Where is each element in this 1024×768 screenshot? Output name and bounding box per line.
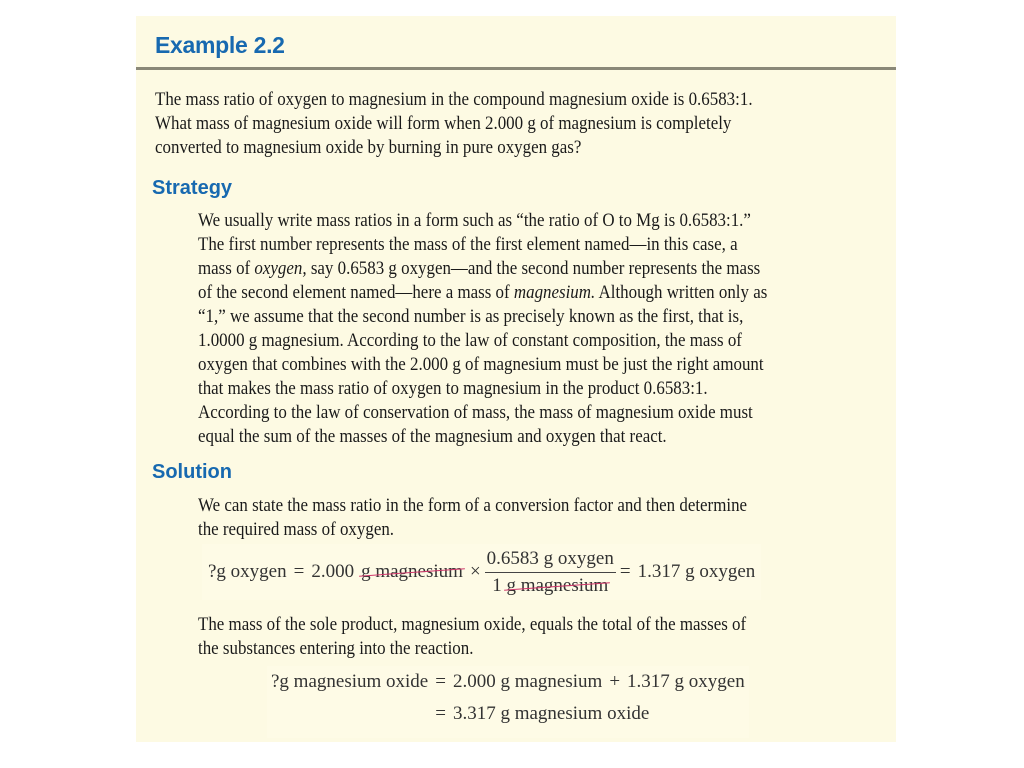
eq1-numerator: 0.6583 g oxygen xyxy=(486,547,614,569)
eq1-result: 1.317 g oxygen xyxy=(637,561,756,582)
solution-line: The mass of the sole product, magnesium oxide, equals the total of the masses of xyxy=(198,615,747,635)
problem-line: What mass of magnesium oxide will form when 2.000 g of magnesium is completely xyxy=(155,114,732,134)
strategy-line: The first number represents the mass of the first element named—in this case, a xyxy=(198,235,738,255)
text-run: Although written only as xyxy=(595,283,768,303)
strategy-text xyxy=(198,209,767,449)
eq1-denominator xyxy=(490,575,610,597)
cancelled-unit-text: g magnesium xyxy=(361,561,463,582)
example-title: Example 2.2 xyxy=(155,32,285,58)
eq1-equals: = xyxy=(293,561,305,582)
text-run: of the second element named—here a mass of xyxy=(198,283,514,303)
solution-middle-text xyxy=(198,613,746,661)
eq2-term1: 2.000 g magnesium xyxy=(452,671,603,692)
solution-intro xyxy=(198,494,747,542)
problem-line: The mass ratio of oxygen to magnesium in the compound magnesium oxide is 0.6583:1. xyxy=(155,90,753,110)
solution-heading: Solution xyxy=(152,461,232,483)
total-mass-equation xyxy=(267,666,749,738)
denominator-value: 1 xyxy=(492,574,502,596)
eq2-row-1 xyxy=(271,666,745,698)
solution-line: the required mass of oxygen. xyxy=(198,520,395,540)
example-panel xyxy=(136,16,896,742)
strategy-line: that makes the mass ratio of oxygen to magnesium in the product 0.6583:1. xyxy=(198,379,708,399)
strategy-line: equal the sum of the masses of the magnesium and oxygen that react. xyxy=(198,427,667,447)
eq2-equals-2: = xyxy=(435,703,446,724)
denominator-cancel-unit xyxy=(506,575,608,597)
title-divider xyxy=(136,67,896,70)
problem-line: converted to magnesium oxide by burning in pure oxygen gas? xyxy=(155,138,582,158)
text-run: mass of xyxy=(198,259,255,279)
eq2-lhs: ?g magnesium oxide xyxy=(271,671,429,692)
conversion-equation xyxy=(202,544,761,600)
strategy-line: “1,” we assume that the second number is as precisely known as the first, that is, xyxy=(198,307,744,327)
problem-statement xyxy=(155,88,753,160)
solution-line: We can state the mass ratio in the form of a conversion factor and then determine xyxy=(198,496,748,516)
solution-line: the substances entering into the reaction. xyxy=(198,639,474,659)
strategy-line: oxygen that combines with the 2.000 g of magnesium must be just the right amount xyxy=(198,355,764,375)
strategy-line xyxy=(198,257,767,281)
strategy-line: 1.0000 g magnesium. According to the law of constant composition, the mass of xyxy=(198,331,742,351)
cancelled-unit-text: g magnesium xyxy=(506,574,609,596)
eq1-times: × xyxy=(469,561,481,582)
text-run: say 0.6583 g oxygen—and the second number represents the mass xyxy=(306,259,761,279)
eq2-row-2 xyxy=(271,698,745,730)
eq2-plus: + xyxy=(609,671,621,692)
eq1-cancel-unit xyxy=(361,561,463,583)
eq2-term2: 1.317 g oxygen xyxy=(627,671,745,692)
strategy-line: We usually write mass ratios in a form such as “the ratio of O to Mg is 0.6583:1.” xyxy=(198,211,751,231)
strategy-line: According to the law of conservation of mass, the mass of magnesium oxide must xyxy=(198,403,753,423)
emphasis-oxygen: oxygen, xyxy=(254,259,307,279)
strategy-line xyxy=(198,281,767,305)
emphasis-magnesium: magnesium. xyxy=(513,283,596,303)
eq1-equals-2: = xyxy=(619,561,631,582)
eq1-value: 2.000 xyxy=(311,561,355,582)
strategy-heading: Strategy xyxy=(152,177,233,199)
eq1-lhs: ?g oxygen xyxy=(208,561,287,582)
conversion-fraction xyxy=(485,548,616,597)
eq2-result: 3.317 g magnesium oxide xyxy=(452,703,650,724)
eq2-equals: = xyxy=(435,671,446,692)
fraction-bar xyxy=(485,572,616,573)
